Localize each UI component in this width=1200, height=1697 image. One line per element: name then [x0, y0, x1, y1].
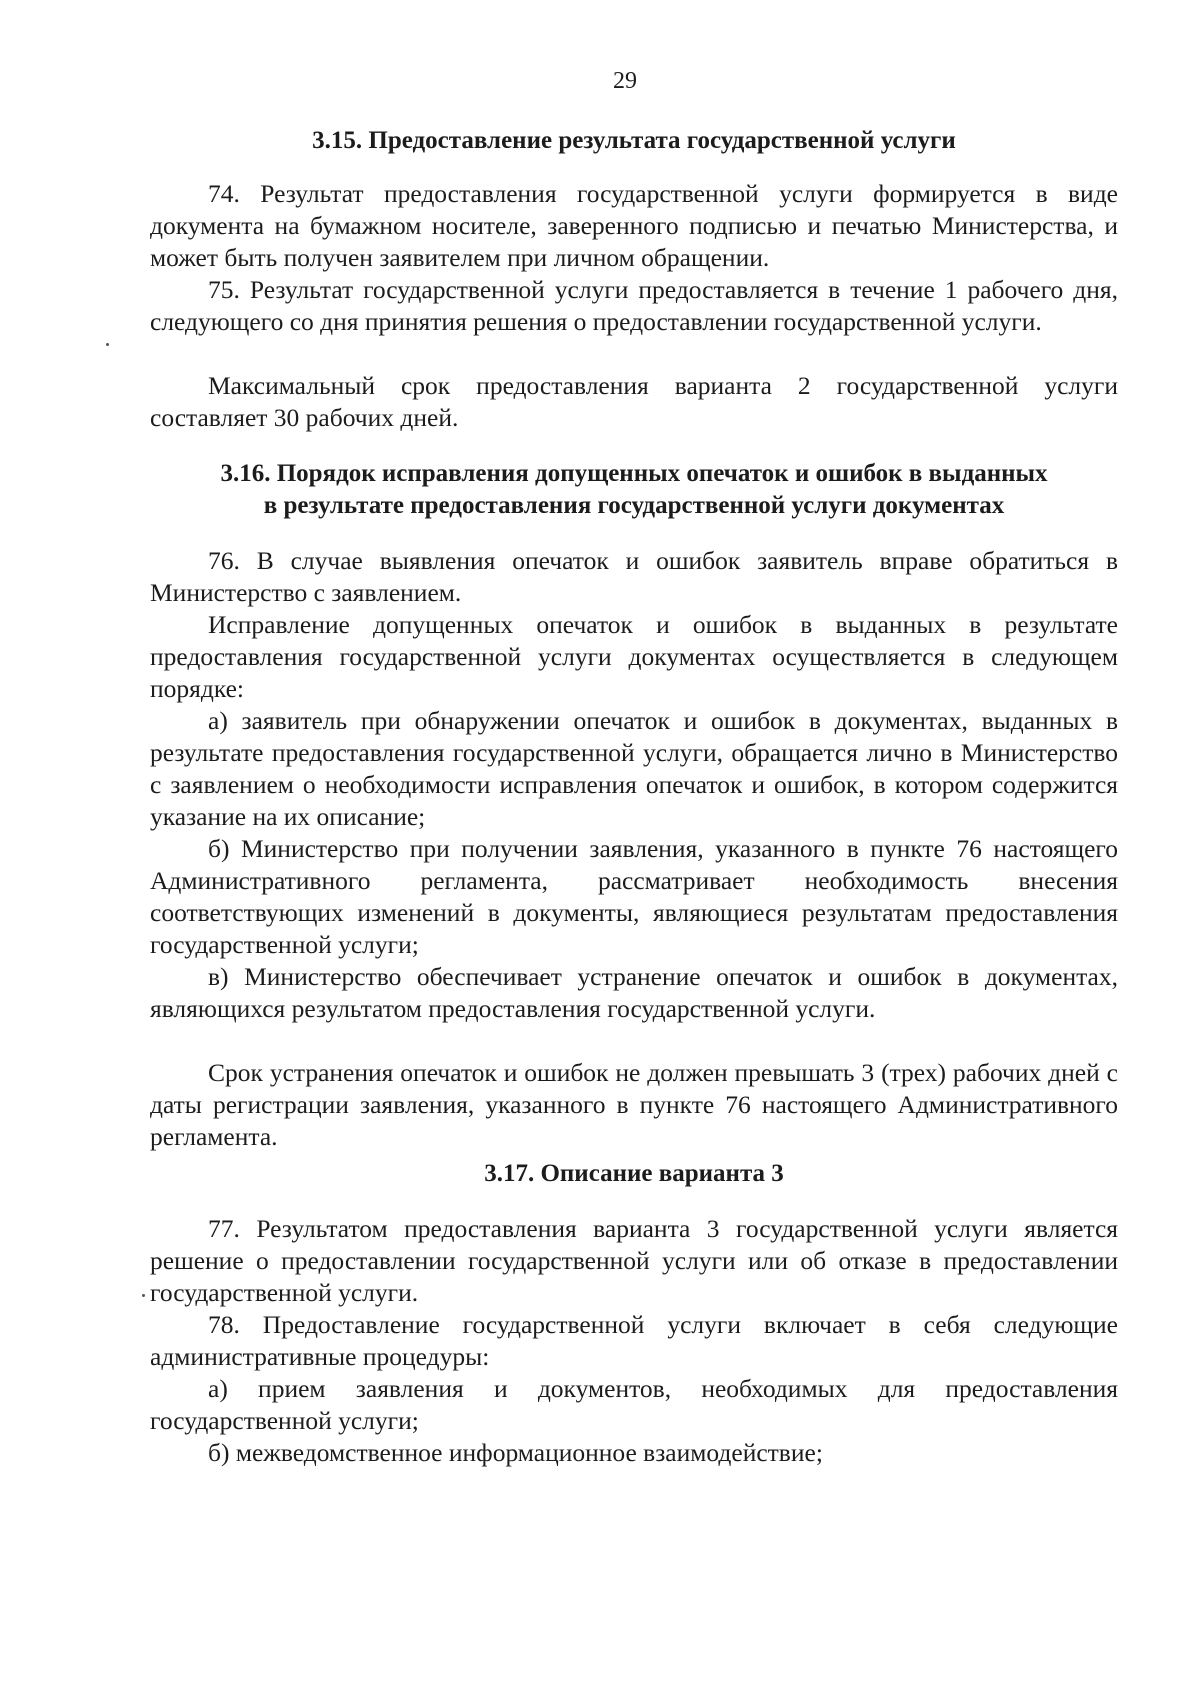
paragraph-75-max-term: Максимальный срок предоставления варианта 2 государственной услуги составляет 30 рабочих дней.	[150, 371, 1118, 432]
paragraph-77: 77. Результатом предоставления варианта 3 государственной услуги является решение о предоставлении государственной услуги или об отказе в предоставлении государственной услуги.	[150, 1214, 1118, 1307]
scan-speck	[106, 343, 109, 346]
list-item-a-reception: а) прием заявления и документов, необходимых для предоставления государственной услуги;	[150, 1374, 1118, 1435]
paragraph-deadline: Срок устранения опечаток и ошибок не должен превышать 3 (трех) рабочих дней с даты регистрации заявления, указанного в пункте 76 настоящего Административного регламента.	[150, 1058, 1118, 1151]
paragraph-76-order: Исправление допущенных опечаток и ошибок в выданных в результате предоставления государственной услуги документах осуществляется в следующем порядке:	[150, 610, 1118, 703]
paragraph-76: 76. В случае выявления опечаток и ошибок заявитель вправе обратиться в Министерство с заявлением.	[150, 546, 1118, 607]
list-item-v-ministry-fix: в) Министерство обеспечивает устранение опечаток и ошибок в документах, являющихся результатом предоставления государственной услуги.	[150, 962, 1118, 1023]
paragraph-75: 75. Результат государственной услуги предоставляется в течение 1 рабочего дня, следующего со дня принятия решения о предоставлении государственной услуги.	[150, 275, 1118, 336]
section-3-17-title: 3.17. Описание варианта 3	[484, 1160, 784, 1187]
list-item-b-ministry-review: б) Министерство при получении заявления, указанного в пункте 76 настоящего Административного регламента, рассматривает необходимость внесения соответствующих изменений в документы, являющиеся результатам предоставления государственной услуги;	[150, 834, 1118, 959]
list-item-a-applicant: а) заявитель при обнаружении опечаток и ошибок в документах, выданных в результате предоставления государственной услуги, обращается лично в Министерство с заявлением о необходимости исправления опечаток и ошибок, в котором содержится указание на их описание;	[150, 706, 1118, 831]
list-item-b-interagency: б) межведомственное информационное взаимодействие;	[208, 1438, 823, 1467]
section-3-15-title: 3.15. Предоставление результата государственной услуги	[312, 127, 956, 154]
section-3-16-title-line-1: 3.16. Порядок исправления допущенных опечаток и ошибок в выданных	[220, 460, 1048, 487]
paragraph-78: 78. Предоставление государственной услуги включает в себя следующие административные процедуры:	[150, 1310, 1118, 1371]
scan-speck	[142, 1294, 145, 1297]
section-3-16-title-line-2: в результате предоставления государственной услуги документах	[263, 492, 1005, 519]
page-number: 29	[613, 68, 637, 94]
paragraph-74: 74. Результат предоставления государственной услуги формируется в виде документа на бумажном носителе, заверенного подписью и печатью Министерства, и может быть получен заявителем при личном обращении.	[150, 179, 1118, 272]
